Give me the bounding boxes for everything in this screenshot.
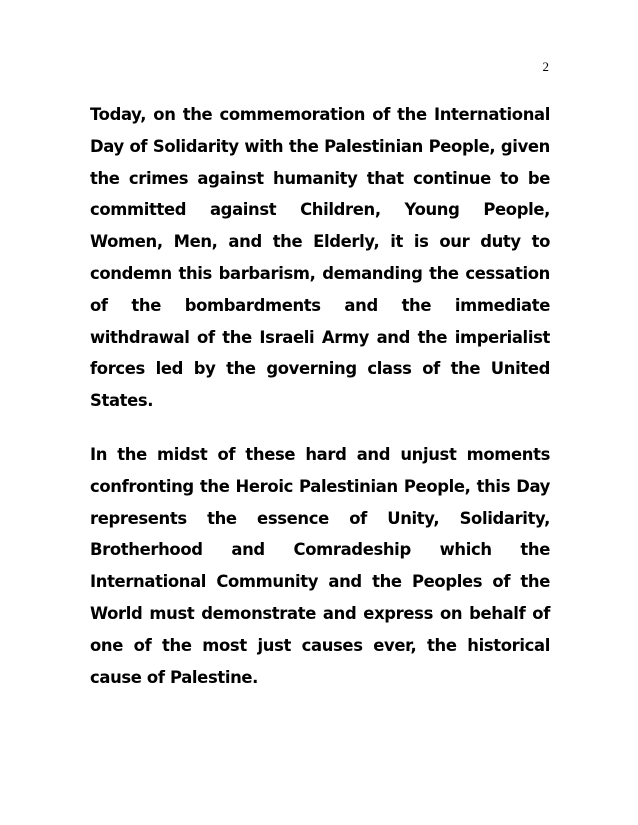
paragraph-solidarity-day: Today, on the commemoration of the International Day of Solidarity with the Palestinian People, given the crimes against humanity that continue to be committed against Children, Young People, Women, Men, and the Elderly, it is our duty to condemn this barbarism, demanding the cessation of the bombardments and the immediate withdrawal of the Israeli Army and the imperialist forces led by the governing class of the United States. — [90, 105, 550, 411]
paragraph-unity: In the midst of these hard and unjust moments confronting the Heroic Palestinian People, this Day represents the essence of Unity, Solidarity, Brotherhood and Comradeship which the International Community and the Peoples of the World must demonstrate and express on behalf of one of the most just causes ever, the historical cause of Palestine. — [90, 444, 550, 687]
document-body — [90, 99, 550, 693]
page-number: 2 — [542, 59, 549, 74]
